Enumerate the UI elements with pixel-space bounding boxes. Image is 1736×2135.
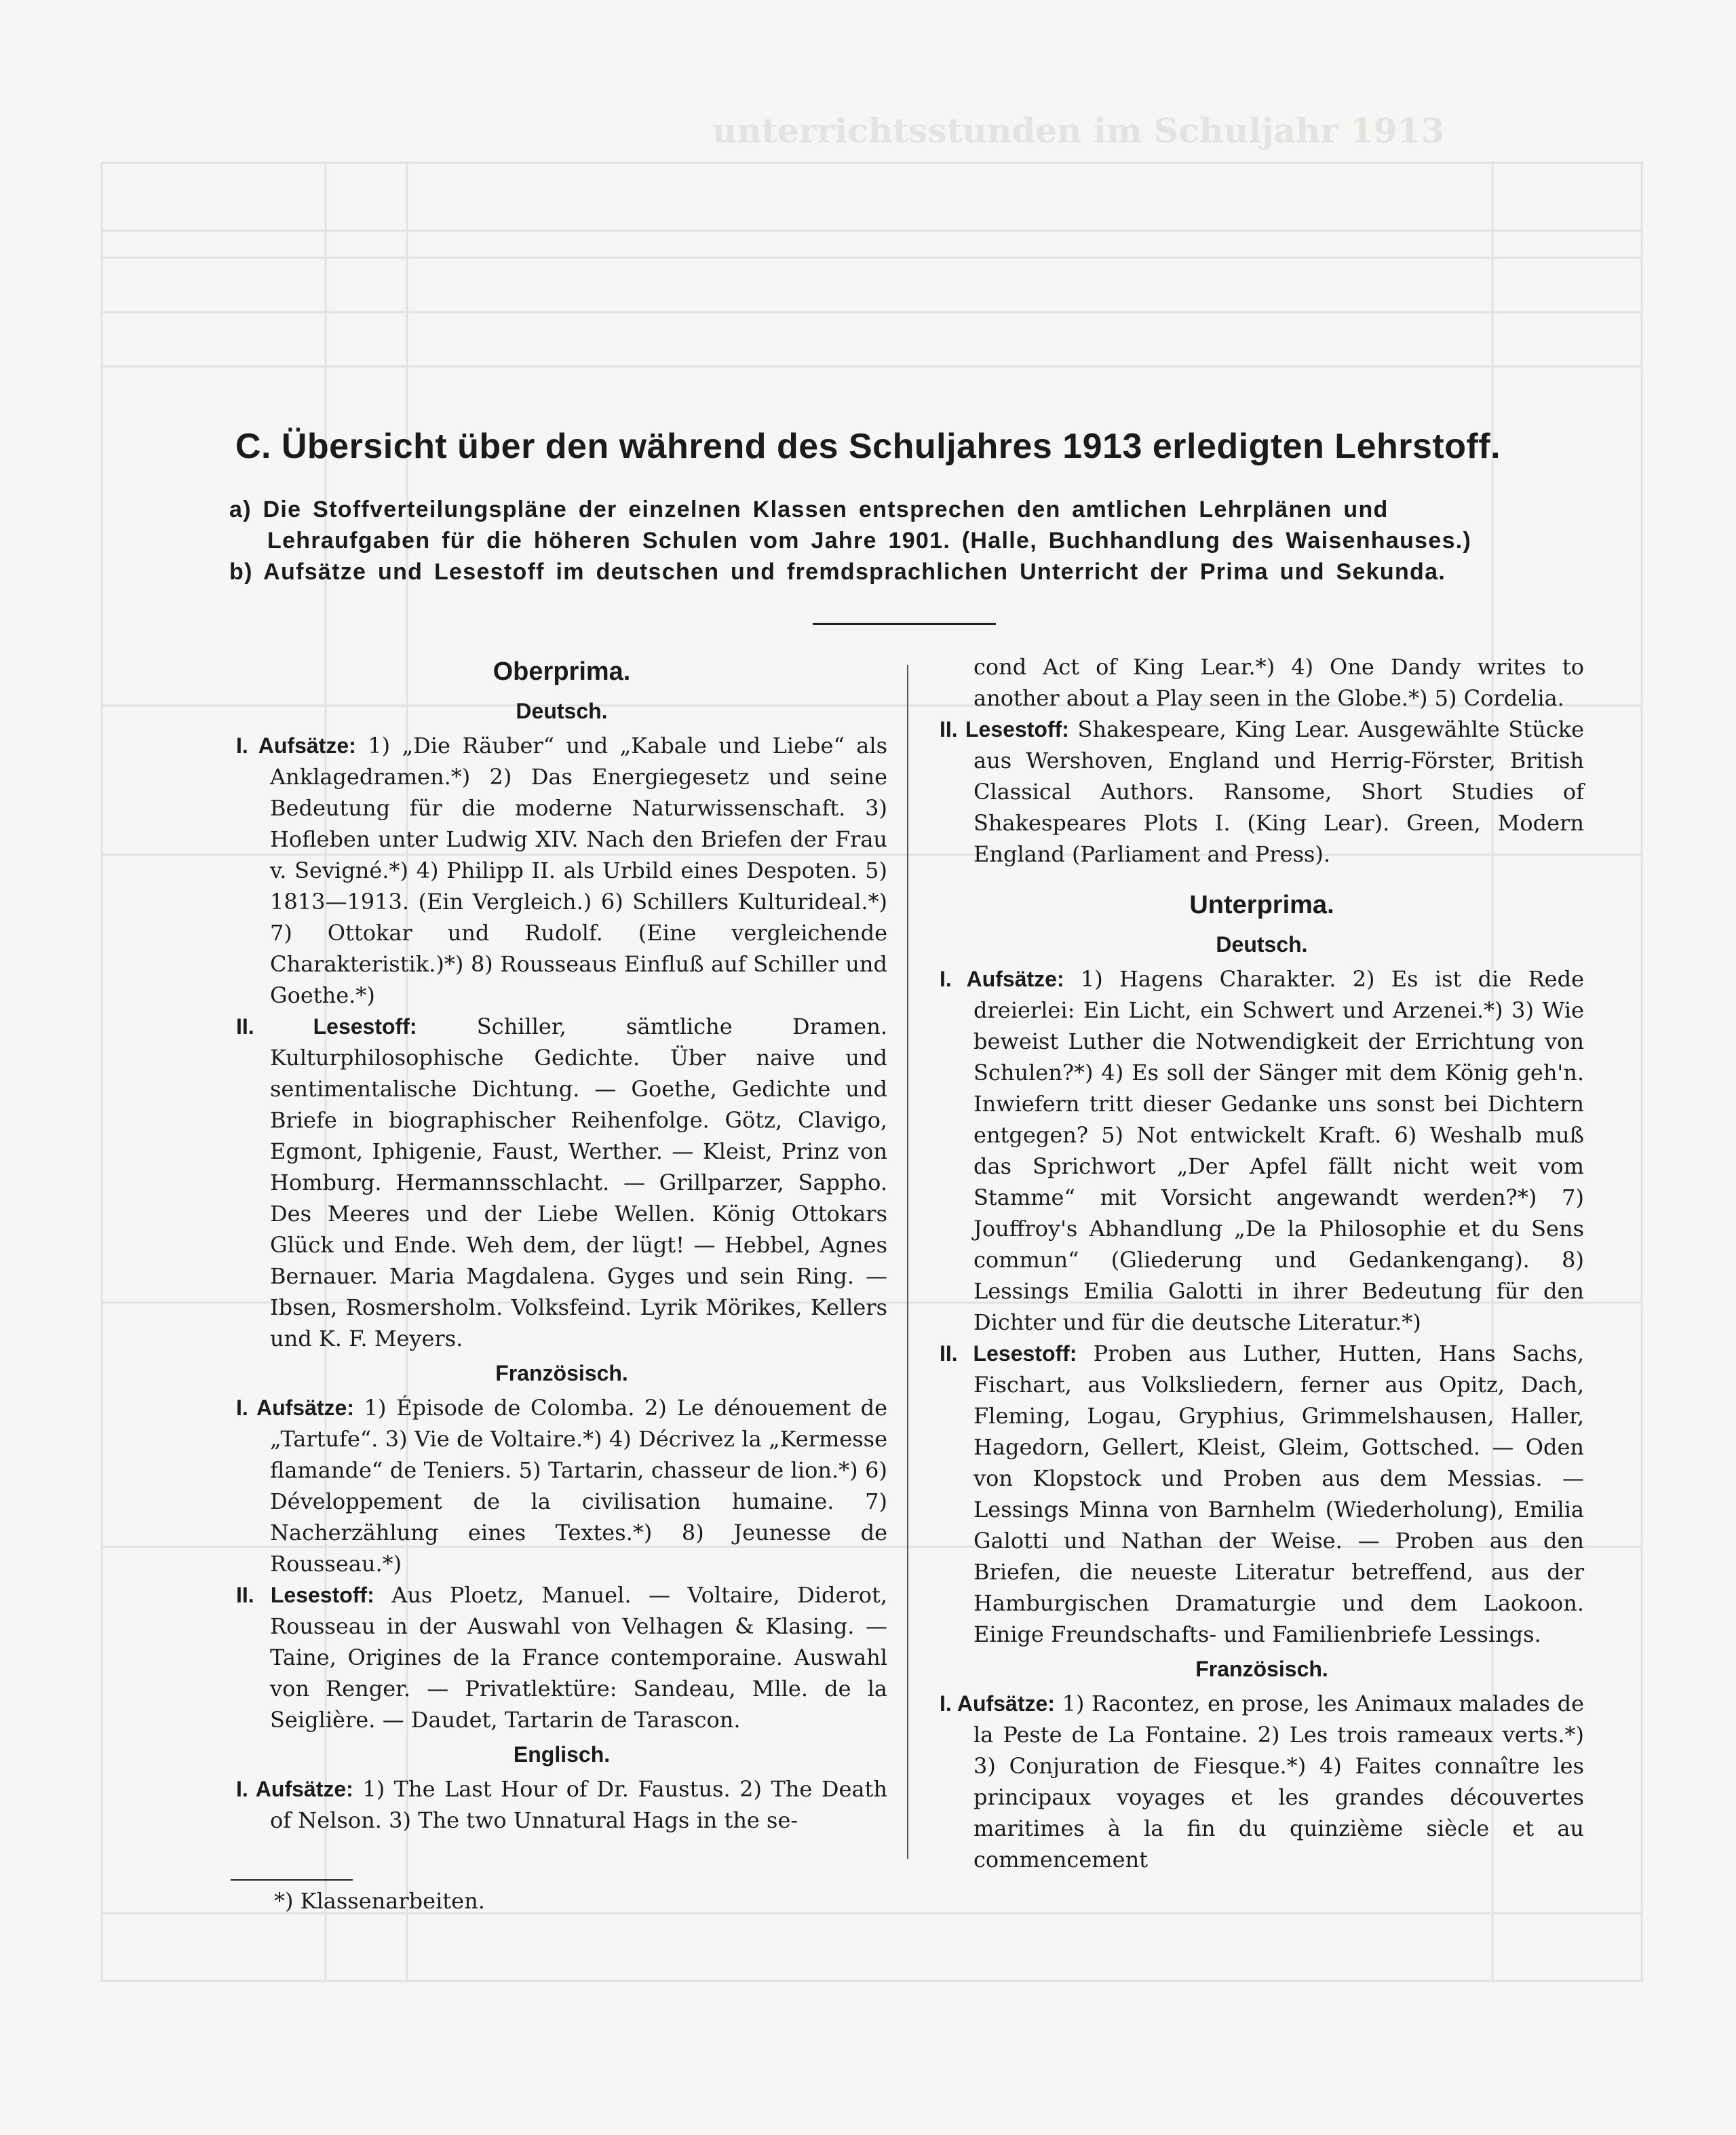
- oberprima-deutsch-aufsaetze: [236, 730, 887, 1011]
- right-column: [940, 651, 1584, 1875]
- item-text: Aus Ploetz, Manuel. — Voltaire, Diderot, Rousseau in der Auswahl von Velhagen & Klasing. — Taine, Origines de la France contemporaine. Auswahl von Renger. — Privatlektüre: Sandeau, Mlle. de la Seiglière. — Daudet, Tartarin de Tarascon.: [270, 1582, 888, 1733]
- unterprima-deutsch-heading: Deutsch.: [1216, 932, 1308, 957]
- item-text: Proben aus Luther, Hutten, Hans Sachs, Fischart, aus Volksliedern, ferner aus Opitz, Dach, Fleming, Logau, Gryphius, Grimmelshausen, Haller, Hagedorn, Gellert, Kleist, Gleim, Gottsched. — Oden von Klopstock und Proben aus dem Messias. — Lessings Minna von Barnhelm (Wiederholung), Emilia Galotti und Nathan der Weise. — Proben aus den Briefen, die neueste Literatur betreffend, aus der Hamburgischen Dramaturgie und dem Laokoon. Einige Freundschafts- und Familienbriefe Lessings.: [973, 1341, 1585, 1647]
- item-label: I. Aufsätze:: [236, 1777, 353, 1801]
- section-rule: [813, 623, 996, 625]
- item-label: II. Lesestoff:: [940, 717, 1069, 742]
- footnote: *) Klassenarbeiten.: [274, 1888, 485, 1914]
- unterprima-franzoesisch-aufsaetze: [940, 1688, 1584, 1875]
- item-text: 1) Hagens Charakter. 2) Es ist die Rede dreierlei: Ein Licht, ein Schwert und Arzenei.*) 3) Wie beweist Luther die Notwendigkeit der Errichtung von Schulen?*) 4) Es soll der Sänger mit dem König geh'n. Inwiefern tritt dieser Gedanke uns sonst bei Dichtern entgegen? 5) Not entwickelt Kraft. 6) Weshalb muß das Sprichwort „Der Apfel fällt nicht weit vom Stamme“ mit Vorsicht angewandt werden?*) 7) Jouffroy's Abhandlung „De la Philosophie et du Sens commun“ (Gliederung und Gedankengang). 8) Lessings Emilia Galotti in ihrer Bedeutung für den Dichter und für die deutsche Literatur.*): [973, 966, 1585, 1335]
- item-label: I. Aufsätze:: [940, 967, 1064, 991]
- oberprima-heading: Oberprima.: [493, 657, 631, 686]
- column-divider: [907, 665, 908, 1859]
- unterprima-franzoesisch-heading: Französisch.: [1195, 1657, 1328, 1681]
- oberprima-englisch-heading: Englisch.: [513, 1742, 611, 1767]
- unterprima-deutsch-aufsaetze: [940, 963, 1584, 1338]
- oberprima-franzoesisch-lesestoff: [236, 1579, 887, 1735]
- oberprima-franzoesisch-heading: Französisch.: [495, 1361, 628, 1385]
- left-column: [236, 651, 887, 1836]
- unterprima-heading: Unterprima.: [1189, 891, 1334, 919]
- intro-b: b) Aufsätze und Lesestoff im deutschen und fremdsprachlichen Unterricht der Prima und Sekunda.: [229, 559, 1446, 585]
- footnote-rule: [231, 1879, 353, 1881]
- unterprima-deutsch-lesestoff: [940, 1338, 1584, 1650]
- item-label: I. Aufsätze:: [236, 733, 356, 758]
- intro-a: a) Die Stoffverteilungspläne der einzelnen Klassen entsprechen den amtlichen Lehrplänen und Lehraufgaben für die höheren Schulen vom Jahre 1901. (Halle, Buchhandlung des Waisenhauses.): [229, 497, 1472, 554]
- item-text: 1) Racontez, en prose, les Animaux malades de la Peste de La Fontaine. 2) Les trois rameaux verts.*) 3) Conjuration de Fiesque.*) 4) Faites connaître les principaux voyages et les grandes découvertes maritimes à la fin du quinzième siècle et au commencement: [973, 1691, 1585, 1872]
- item-label: I. Aufsätze:: [940, 1691, 1055, 1716]
- oberprima-englisch-aufsaetze-cont: cond Act of King Lear.*) 4) One Dandy writes to another about a Play seen in the Globe.*) 5) Cordelia.: [973, 654, 1584, 711]
- oberprima-deutsch-heading: Deutsch.: [516, 699, 608, 723]
- item-label: II. Lesestoff:: [940, 1341, 1077, 1366]
- item-text: Schiller, sämtliche Dramen. Kulturphilosophische Gedichte. Über naive und sentimentalische Dichtung. — Goethe, Gedichte und Briefe in biographischer Reihenfolge. Götz, Clavigo, Egmont, Iphigenie, Faust, Werther. — Kleist, Prinz von Homburg. Hermannsschlacht. — Grillparzer, Sappho. Des Meeres und der Liebe Wellen. König Ottokars Glück und Ende. Weh dem, der lügt! — Hebbel, Agnes Bernauer. Maria Magdalena. Gyges und sein Ring. — Ibsen, Rosmersholm. Volksfeind. Lyrik Mörikes, Kellers und K. F. Meyers.: [270, 1014, 888, 1351]
- item-text: 1) Épisode de Colomba. 2) Le dénouement de „Tartufe“. 3) Vie de Voltaire.*) 4) Décrivez la „Kermesse flamande“ de Teniers. 5) Tartarin, chasseur de lion.*) 6) Développement de la civilisation humaine. 7) Nacherzählung eines Textes.*) 8) Jeunesse de Rousseau.*): [270, 1395, 888, 1577]
- page-title: C. Übersicht über den während des Schuljahres 1913 erledigten Lehrstoff.: [235, 427, 1501, 466]
- item-label: II. Lesestoff:: [236, 1014, 417, 1039]
- oberprima-deutsch-lesestoff: [236, 1011, 887, 1354]
- svg-text:unterrichtsstunden im Schuljah: unterrichtsstunden im Schuljahr 1913: [712, 111, 1445, 151]
- oberprima-englisch-aufsaetze: [236, 1773, 887, 1836]
- spacer: [940, 870, 1584, 885]
- intro: [229, 494, 1545, 588]
- oberprima-englisch-lesestoff: [940, 714, 1584, 870]
- item-label: II. Lesestoff:: [236, 1583, 374, 1607]
- item-text: 1) „Die Räuber“ und „Kabale und Liebe“ als Anklagedramen.*) 2) Das Energiegesetz und seine Bedeutung für die moderne Naturwissenschaft. 3) Hofleben unter Ludwig XIV. Nach den Briefen der Frau v. Sevigné.*) 4) Philipp II. als Urbild eines Despoten. 5) 1813—1913. (Ein Vergleich.) 6) Schillers Kulturideal.*) 7) Ottokar und Rudolf. (Eine vergleichende Charakteristik.)*) 8) Rousseaus Einfluß auf Schiller und Goethe.*): [270, 733, 888, 1008]
- oberprima-franzoesisch-aufsaetze: [236, 1392, 887, 1579]
- item-text: Shakespeare, King Lear. Ausgewählte Stücke aus Wershoven, England und Herrig-Förster, British Classical Authors. Ransome, Short Studies of Shakespeares Plots I. (King Lear). Green, Modern England (Parliament and Press).: [973, 716, 1585, 867]
- item-text: 1) The Last Hour of Dr. Faustus. 2) The Death of Nelson. 3) The two Unnatural Hags in the se-: [270, 1776, 888, 1833]
- item-label: I. Aufsätze:: [236, 1396, 354, 1420]
